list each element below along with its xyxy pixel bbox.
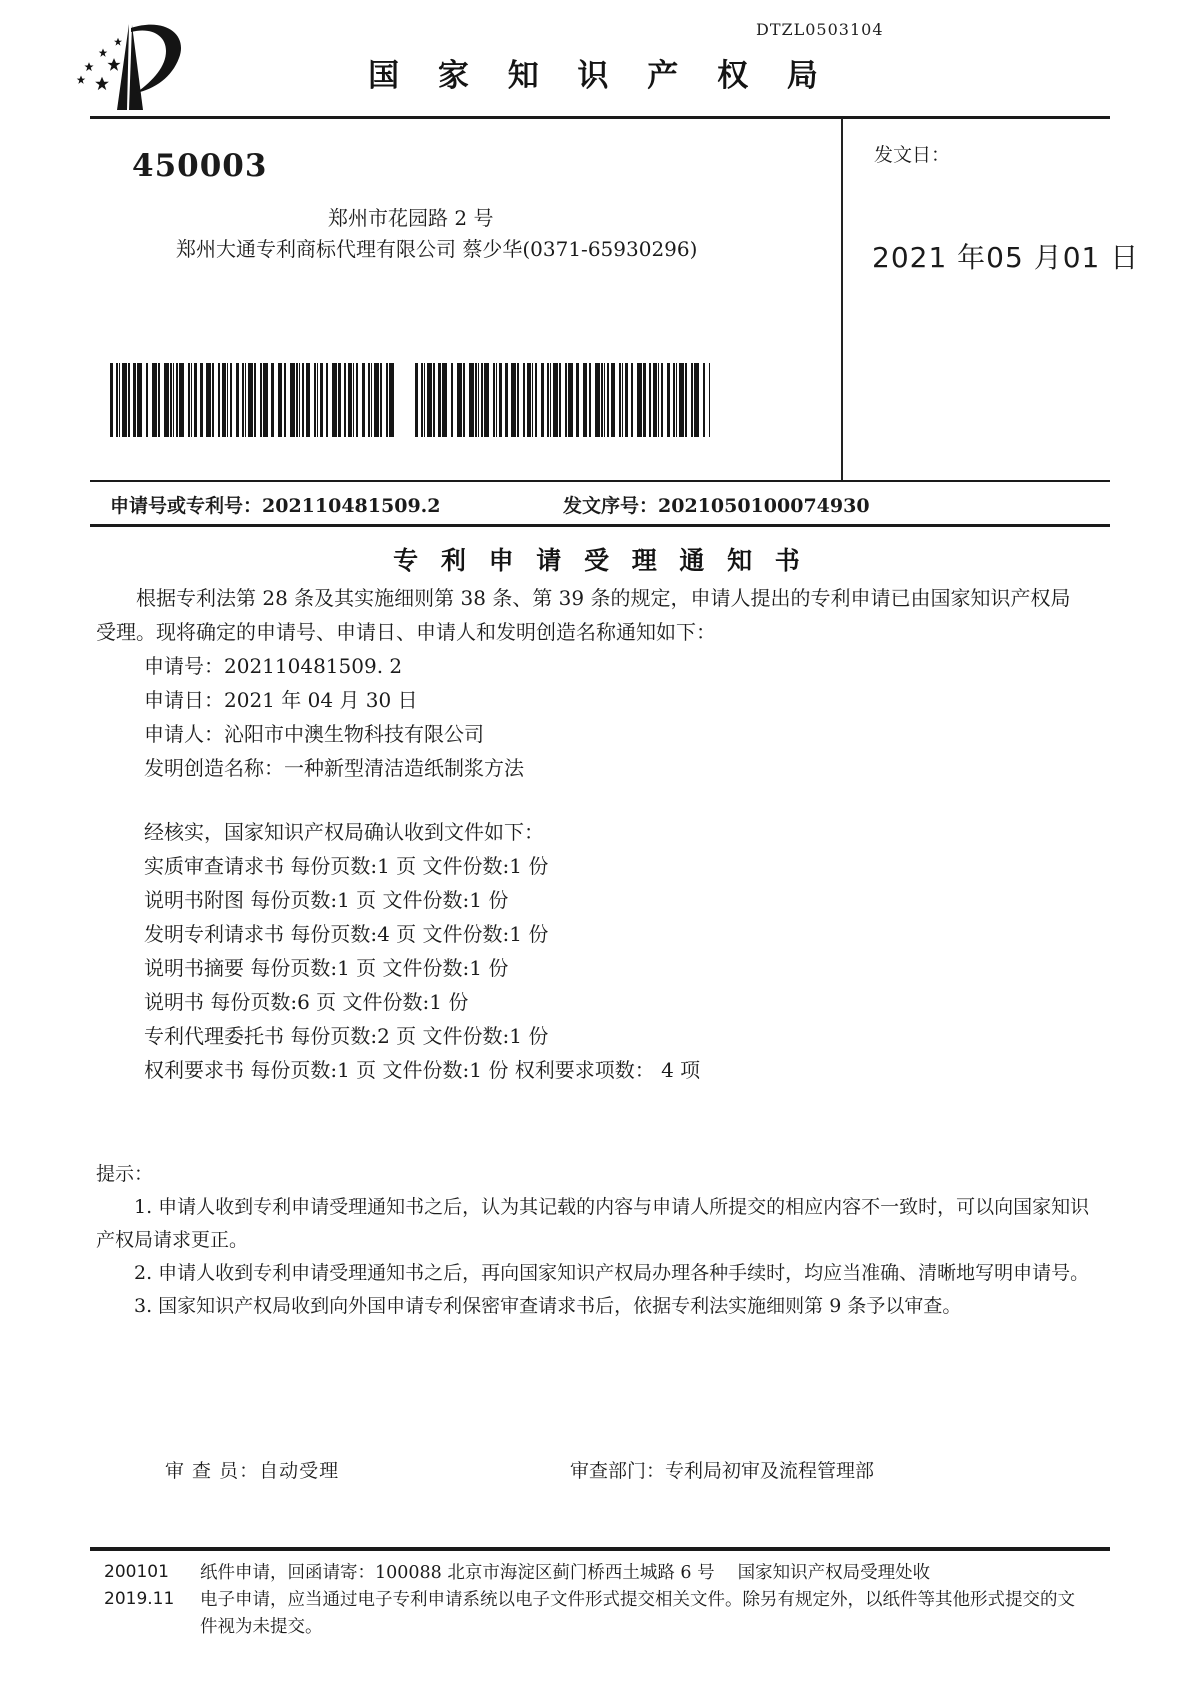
notice-title: 专 利 申 请 受 理 通 知 书 <box>393 546 807 575</box>
detail-line-applicant: 申请人：沁阳市中澳生物科技有限公司 <box>144 722 484 746</box>
document-code: DTZL0503104 <box>756 20 884 39</box>
examiner-value: 自动受理 <box>259 1460 340 1482</box>
document-line: 说明书附图 每份页数:1 页 文件份数:1 份 <box>144 888 509 912</box>
barcode-application <box>110 363 395 437</box>
recipient-postcode: 450003 <box>132 148 268 184</box>
department-label: 审查部门： <box>570 1460 666 1482</box>
tips-section <box>96 1158 1101 1323</box>
application-number-value: 202110481509.2 <box>262 495 441 517</box>
header-rule <box>90 116 1110 119</box>
footer-paper-line: 纸件申请，回函请寄：100088 北京市海淀区蓟门桥西土城路 6 号 国家知识产权局受理处收 <box>200 1563 931 1583</box>
serial-number-label: 发文序号： <box>563 495 659 517</box>
detail-line-filing-date: 申请日：2021 年 04 月 30 日 <box>144 688 418 712</box>
footer-electronic-line: 电子申请，应当通过电子专利申请系统以电子文件形式提交相关文件。除另有规定外，以纸件等其他形式提交的文件视为未提交。 <box>200 1590 1075 1637</box>
recipient-address-line2: 郑州大通专利商标代理有限公司 蔡少华(0371-65930296) <box>176 237 698 261</box>
document-line: 专利代理委托书 每份页数:2 页 文件份数:1 份 <box>144 1024 549 1048</box>
document-line: 发明专利请求书 每份页数:4 页 文件份数:1 份 <box>144 922 549 946</box>
application-number-label: 申请号或专利号： <box>110 495 263 517</box>
tips-heading: 提示： <box>96 1163 154 1185</box>
document-line: 权利要求书 每份页数:1 页 文件份数:1 份 权利要求项数： 4 项 <box>144 1058 701 1082</box>
detail-line-invention-title: 发明创造名称：一种新型清洁造纸制浆方法 <box>144 756 524 780</box>
document-line: 说明书 每份页数:6 页 文件份数:1 份 <box>144 990 469 1014</box>
issue-date-label: 发文日： <box>874 144 951 166</box>
notice-intro: 根据专利法第 28 条及其实施细则第 38 条、第 39 条的规定，申请人提出的专利申请已由国家知识产权局受理。现将确定的申请号、申请日、申请人和发明创造名称通知如下： <box>96 586 1071 644</box>
tip-item: 1. 申请人收到专利申请受理通知书之后，认为其记载的内容与申请人所提交的相应内容不一致时，可以向国家知识产权局请求更正。 <box>96 1196 1090 1251</box>
reference-row <box>110 491 1110 518</box>
footer-rule <box>90 1547 1110 1551</box>
examiner-label: 审 查 员： <box>165 1460 260 1482</box>
barcode-serial <box>415 363 710 437</box>
tip-item: 2. 申请人收到专利申请受理通知书之后，再向国家知识产权局办理各种手续时，均应当准确、清晰地写明申请号。 <box>134 1262 1090 1284</box>
footer-notes <box>200 1560 1080 1641</box>
detail-line-application-number: 申请号：202110481509. 2 <box>144 654 403 678</box>
document-line: 实质审查请求书 每份页数:1 页 文件份数:1 份 <box>144 854 549 878</box>
issue-date-value: 2021 年05 月01 日 <box>872 241 1140 274</box>
recipient-address-line1: 郑州市花园路 2 号 <box>328 206 494 230</box>
notice-body <box>96 581 1086 1087</box>
agency-title: 国 家 知 识 产 权 局 <box>368 58 832 94</box>
form-revision-date: 2019.11 <box>104 1589 175 1609</box>
barcode-bottom-rule <box>90 480 1110 482</box>
document-line: 说明书摘要 每份页数:1 页 文件份数:1 份 <box>144 956 509 980</box>
tip-item: 3. 国家知识产权局收到向外国申请专利保密审查请求书后，依据专利法实施细则第 9 条予以审查。 <box>134 1295 962 1317</box>
confirm-line: 经核实，国家知识产权局确认收到文件如下： <box>144 820 544 844</box>
serial-number-value: 2021050100074930 <box>658 495 870 517</box>
spacer <box>96 785 1086 815</box>
date-box-divider <box>841 118 843 481</box>
reference-bottom-rule <box>90 524 1110 527</box>
department-value: 专利局初审及流程管理部 <box>665 1460 875 1482</box>
form-number: 200101 <box>104 1562 169 1582</box>
